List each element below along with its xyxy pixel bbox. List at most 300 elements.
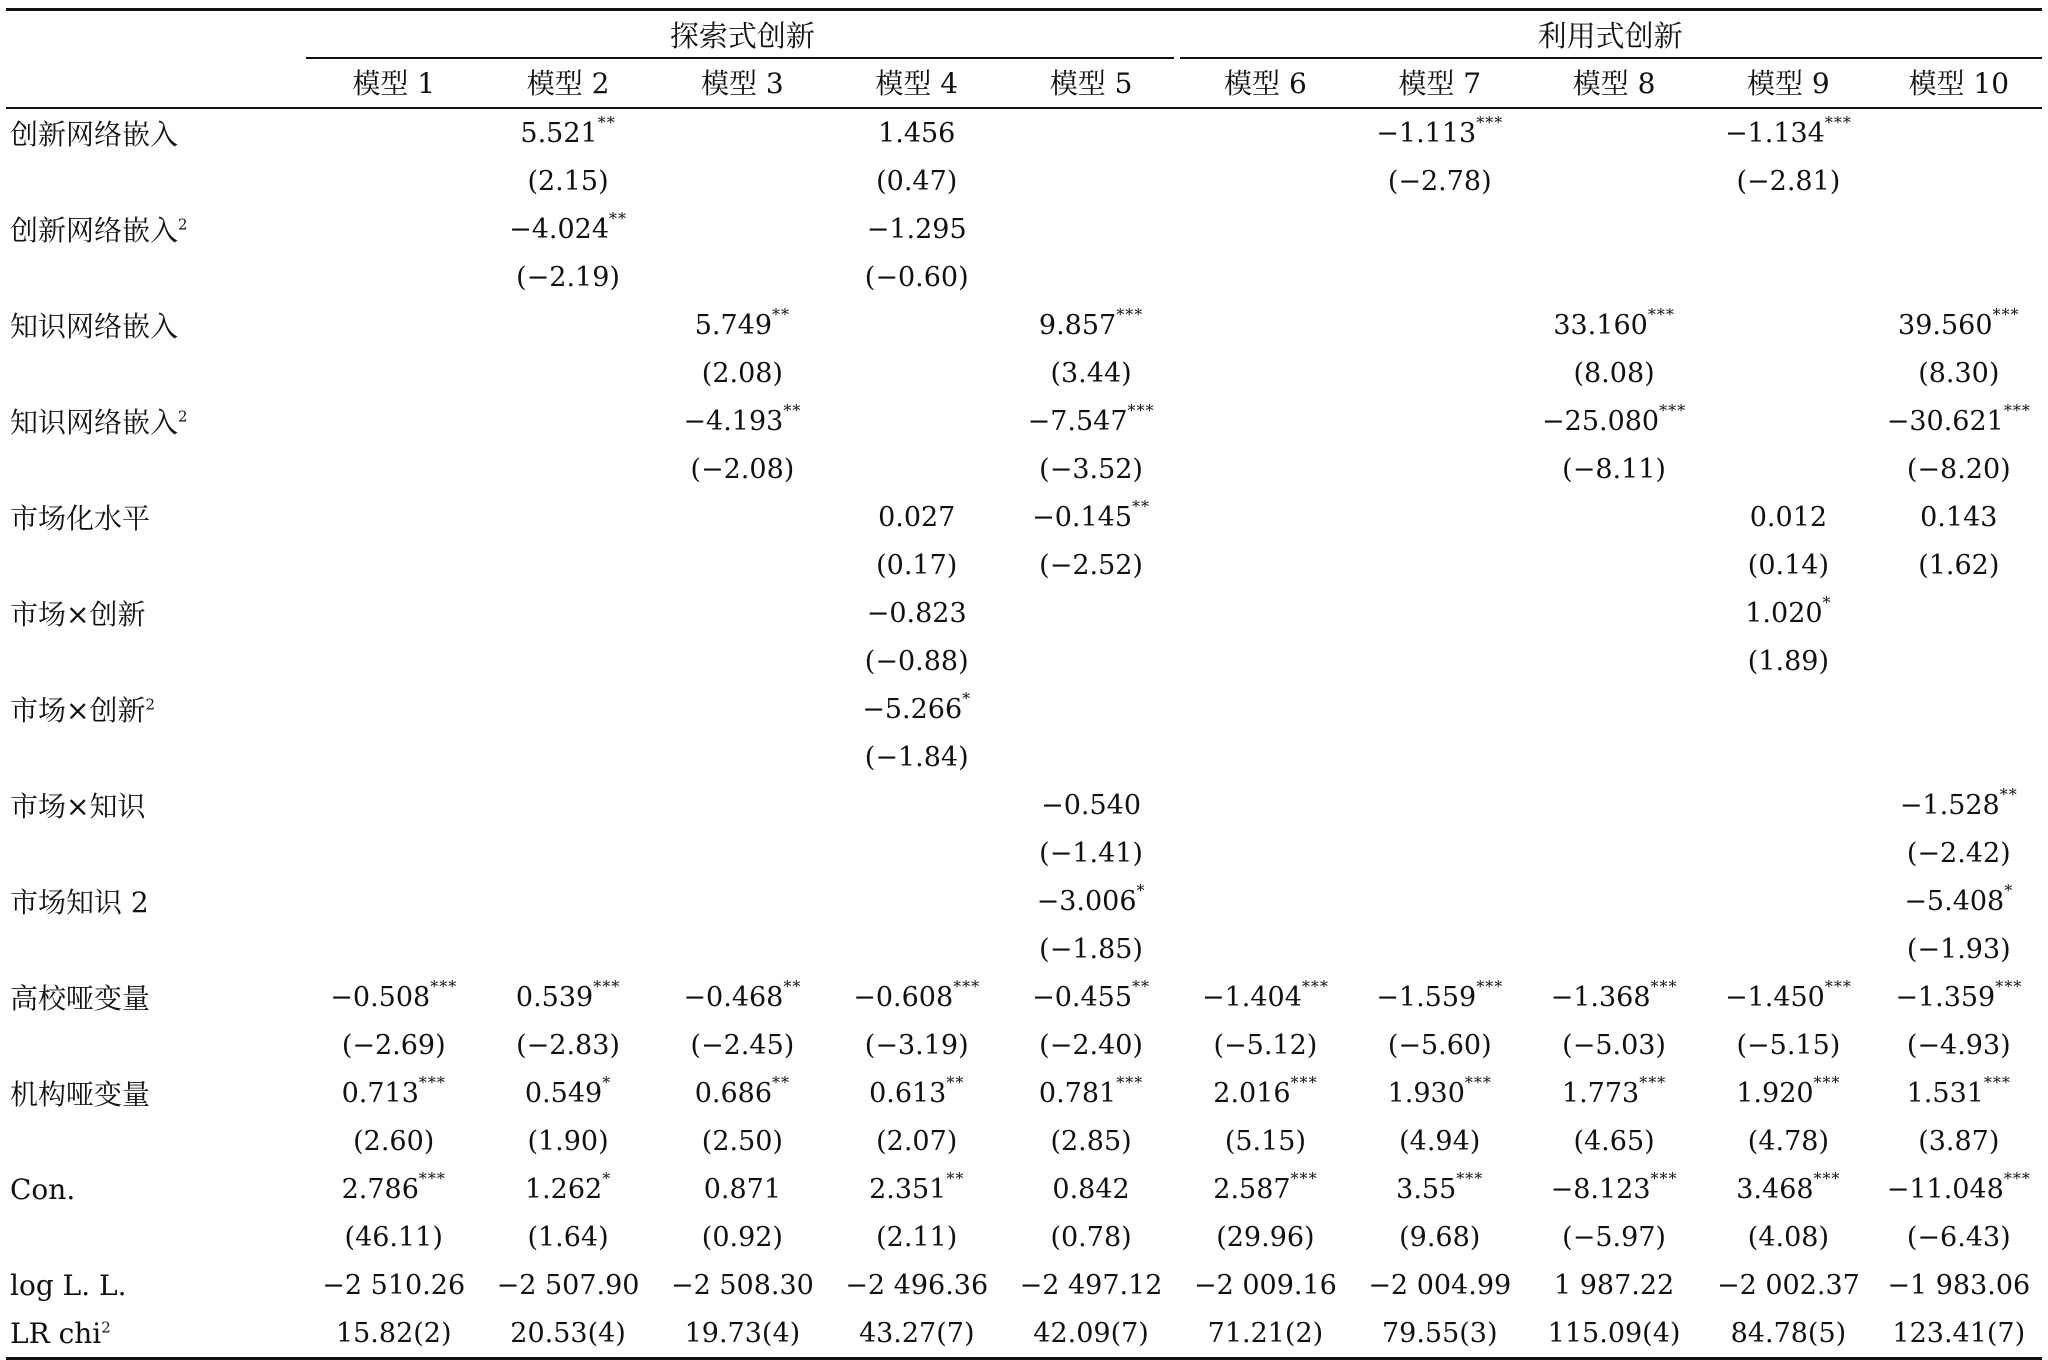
coef-cell: [830, 1165, 1004, 1213]
t-stat-value: (−2.40): [1039, 1029, 1143, 1061]
coef-cell: [830, 685, 1004, 733]
t-stat-value: (2.60): [353, 1125, 435, 1157]
t-stat-cell: [307, 1213, 481, 1261]
t-stat-cell: [1527, 157, 1701, 205]
coef-value: −1.113: [1376, 118, 1477, 149]
model-header-9: 模型 9: [1701, 57, 1875, 108]
coef-cell: [1004, 1165, 1178, 1213]
coef-cell: [1527, 589, 1701, 637]
coef-cell: [481, 301, 655, 349]
t-stat-value: (29.96): [1216, 1221, 1315, 1253]
t-stat-cell: [1353, 1117, 1527, 1165]
t-stat-cell: [830, 925, 1004, 973]
coef-cell: [1527, 205, 1701, 253]
significance-stars: ***: [953, 977, 981, 996]
t-stat-cell: [655, 445, 829, 493]
t-stat-value: (−0.88): [864, 645, 969, 677]
t-stat-cell: [830, 829, 1004, 877]
t-stat-value: (−5.12): [1213, 1029, 1318, 1061]
t-stat-cell: [1876, 253, 2042, 301]
t-stat-cell: [655, 637, 829, 685]
row-label: [6, 877, 307, 925]
loglik-cell: 1 987.22: [1553, 1269, 1675, 1301]
coef-cell: [1701, 301, 1875, 349]
coef-cell: [307, 589, 481, 637]
t-stat-value: (2.85): [1050, 1125, 1132, 1157]
t-stat-cell: [1527, 541, 1701, 589]
t-stat-cell: [1876, 1117, 2042, 1165]
coef-value: 2.587: [1213, 1174, 1291, 1205]
t-stat-row: [6, 157, 2042, 205]
t-stat-cell: [1876, 157, 2042, 205]
lrchi-cell: 71.21(2): [1178, 1309, 1352, 1359]
significance-stars: ***: [1476, 977, 1504, 996]
t-stat-cell: [307, 541, 481, 589]
t-stat-cell: [655, 1021, 829, 1069]
row-label: [6, 493, 307, 541]
t-stat-cell: [1178, 445, 1352, 493]
coef-value: 0.027: [878, 501, 956, 533]
t-stat-cell: [830, 157, 1004, 205]
loglik-cell: −2 507.90: [496, 1269, 640, 1301]
t-stat-cell: [1178, 253, 1352, 301]
t-stat-cell: [481, 541, 655, 589]
coef-cell: [307, 397, 481, 445]
coef-value: −8.123: [1550, 1174, 1651, 1205]
coef-cell: [1876, 205, 2042, 253]
coef-cell: [1178, 108, 1352, 157]
t-stat-cell: [655, 253, 829, 301]
t-stat-cell: [1353, 925, 1527, 973]
loglik-cell: −2 508.30: [670, 1269, 814, 1301]
coef-row: [6, 589, 2042, 637]
t-stat-cell: [1004, 637, 1178, 685]
coef-value: 3.468: [1736, 1174, 1814, 1205]
coef-cell: [1701, 685, 1875, 733]
coef-cell: [1178, 685, 1352, 733]
t-stat-value: (−2.19): [516, 261, 620, 293]
coef-cell: [1178, 301, 1352, 349]
significance-stars: **: [1132, 977, 1151, 996]
coef-cell: [307, 1165, 481, 1213]
row-label-text: 市场知识 2: [10, 886, 149, 919]
t-stat-value: (−5.15): [1736, 1029, 1841, 1061]
t-stat-cell: [481, 1213, 655, 1261]
coef-cell: [830, 493, 1004, 541]
t-stat-value: (2.08): [701, 357, 783, 389]
significance-stars: ***: [1116, 305, 1144, 324]
coef-cell: [1876, 397, 2042, 445]
model-header-2: 模型 2: [481, 57, 655, 108]
row-label-text: 市场×知识: [10, 790, 146, 823]
coef-cell: [1701, 877, 1875, 925]
t-stat-cell: [655, 925, 829, 973]
coef-row: [6, 301, 2042, 349]
t-stat-cell: [481, 445, 655, 493]
coef-cell: [481, 1069, 655, 1117]
t-stat-cell: [307, 349, 481, 397]
row-label-empty: [6, 349, 307, 397]
t-stat-row: [6, 733, 2042, 781]
t-stat-value: (−2.78): [1387, 165, 1492, 197]
t-stat-cell: [1701, 157, 1875, 205]
corner-cell-2: [6, 57, 307, 108]
lrchi-cell: 115.09(4): [1527, 1309, 1701, 1359]
t-stat-cell: [1527, 733, 1701, 781]
coef-cell: [1178, 877, 1352, 925]
t-stat-cell: [1004, 1213, 1178, 1261]
t-stat-cell: [1178, 541, 1352, 589]
t-stat-cell: [1353, 733, 1527, 781]
coef-cell: [1527, 1069, 1701, 1117]
coef-cell: [1876, 877, 2042, 925]
model-header-6: 模型 6: [1178, 57, 1352, 108]
coef-value: −5.266: [862, 694, 963, 725]
coef-value: 1.456: [878, 117, 956, 149]
significance-stars: ***: [1983, 1073, 2011, 1092]
row-label: [6, 1261, 307, 1309]
coef-cell: [1004, 589, 1178, 637]
t-stat-cell: [1527, 445, 1701, 493]
coef-value: 1.262: [524, 1174, 603, 1205]
t-stat-cell: [655, 829, 829, 877]
coef-cell: [481, 973, 655, 1021]
significance-stars: ***: [430, 977, 458, 996]
coef-cell: [655, 493, 829, 541]
significance-stars: **: [783, 401, 802, 420]
lrchi-cell: 15.82(2): [307, 1309, 481, 1359]
coef-cell: [1701, 108, 1875, 157]
loglik-cell: −2 004.99: [1368, 1269, 1512, 1301]
coef-value: 5.521: [520, 118, 598, 149]
t-stat-cell: [655, 1213, 829, 1261]
t-stat-value: (−5.97): [1562, 1221, 1666, 1253]
model-header-8: 模型 8: [1527, 57, 1701, 108]
coef-cell: [830, 301, 1004, 349]
coef-row: [6, 685, 2042, 733]
t-stat-row: [6, 1021, 2042, 1069]
coef-cell: [655, 108, 829, 157]
coef-row: [6, 397, 2042, 445]
coef-value: −0.468: [683, 982, 784, 1013]
coef-value: −3.006: [1036, 886, 1137, 917]
coef-cell: [655, 589, 829, 637]
coef-cell: [307, 108, 481, 157]
loglik-cell: −2 497.12: [1019, 1269, 1163, 1301]
t-stat-row: [6, 445, 2042, 493]
coef-cell: [1353, 1069, 1527, 1117]
t-stat-cell: [830, 445, 1004, 493]
row-label-empty: [6, 541, 307, 589]
t-stat-cell: [307, 637, 481, 685]
coef-cell: [655, 1069, 829, 1117]
coef-value: −1.528: [1899, 790, 2000, 821]
t-stat-value: (−4.93): [1906, 1029, 2011, 1061]
significance-stars: *: [962, 689, 972, 708]
coef-value: 0.012: [1749, 501, 1828, 533]
coef-row: [6, 108, 2042, 157]
coef-value: −25.080: [1542, 406, 1660, 437]
t-stat-value: (−1.85): [1039, 933, 1143, 965]
coef-cell: [481, 205, 655, 253]
loglik-cell: −2 510.26: [322, 1269, 466, 1301]
coef-value: −30.621: [1886, 406, 2004, 437]
t-stat-value: (1.90): [527, 1125, 609, 1157]
significance-stars: *: [602, 1169, 612, 1188]
row-label-empty: [6, 925, 307, 973]
t-stat-value: (4.94): [1399, 1125, 1481, 1157]
t-stat-value: (0.17): [876, 549, 958, 581]
t-stat-cell: [1701, 1021, 1875, 1069]
significance-stars: *: [2004, 881, 2014, 900]
row-label-empty: [6, 1213, 307, 1261]
coef-cell: [830, 108, 1004, 157]
t-stat-cell: [1004, 445, 1178, 493]
coef-cell: [1004, 205, 1178, 253]
significance-stars: ***: [1639, 1073, 1667, 1092]
t-stat-cell: [1527, 253, 1701, 301]
coef-cell: [481, 1165, 655, 1213]
significance-stars: **: [609, 209, 628, 228]
coef-cell: [307, 877, 481, 925]
coef-value: −1.450: [1724, 982, 1825, 1013]
significance-stars: ***: [1824, 977, 1852, 996]
t-stat-cell: [307, 829, 481, 877]
row-label: [6, 397, 307, 445]
coef-cell: [1004, 1069, 1178, 1117]
lrchi-cell: 123.41(7): [1876, 1309, 2042, 1359]
coef-value: −0.540: [1041, 789, 1142, 821]
t-stat-cell: [1004, 157, 1178, 205]
coef-cell: [307, 1069, 481, 1117]
row-label-text: 知识网络嵌入: [10, 406, 179, 439]
t-stat-value: (8.30): [1918, 357, 2000, 389]
t-stat-value: (−0.60): [864, 261, 969, 293]
significance-stars: ***: [1650, 977, 1678, 996]
row-label-text: 市场×创新: [10, 598, 146, 631]
t-stat-cell: [1004, 925, 1178, 973]
model-header-3: 模型 3: [655, 57, 829, 108]
t-stat-cell: [1527, 1021, 1701, 1069]
significance-stars: ***: [1290, 1073, 1318, 1092]
t-stat-cell: [655, 733, 829, 781]
t-stat-value: (8.08): [1573, 357, 1655, 389]
row-label: [6, 1309, 307, 1359]
row-label-text: log L. L.: [10, 1268, 127, 1302]
t-stat-cell: [1527, 637, 1701, 685]
t-stat-cell: [481, 253, 655, 301]
row-label-text: 创新网络嵌入: [10, 214, 179, 247]
loglik-row: [6, 1261, 2042, 1309]
coef-cell: [1527, 781, 1701, 829]
coef-cell: [481, 685, 655, 733]
coef-row: [6, 493, 2042, 541]
coef-cell: [1353, 973, 1527, 1021]
t-stat-cell: [1701, 541, 1875, 589]
coef-value: 2.351: [869, 1174, 947, 1205]
significance-stars: ***: [1476, 113, 1504, 132]
row-label-text: 机构哑变量: [10, 1078, 151, 1111]
coef-value: −7.547: [1027, 406, 1128, 437]
coef-row: [6, 1069, 2042, 1117]
t-stat-value: (−1.93): [1906, 933, 2011, 965]
t-stat-value: (4.78): [1747, 1125, 1829, 1157]
t-stat-cell: [1876, 1213, 2042, 1261]
coef-value: −5.408: [1904, 886, 2005, 917]
t-stat-cell: [1353, 829, 1527, 877]
coef-cell: [481, 781, 655, 829]
lrchi-cell: 42.09(7): [1004, 1309, 1178, 1359]
row-label-text: 市场×创新: [10, 694, 146, 727]
t-stat-value: (3.87): [1918, 1125, 2000, 1157]
coef-cell: [1876, 108, 2042, 157]
t-stat-value: (−3.19): [864, 1029, 969, 1061]
significance-stars: ***: [1824, 113, 1852, 132]
t-stat-cell: [830, 1213, 1004, 1261]
row-label: [6, 1165, 307, 1213]
coef-cell: [1004, 108, 1178, 157]
t-stat-cell: [307, 1021, 481, 1069]
t-stat-value: (−2.83): [516, 1029, 620, 1061]
coef-cell: [481, 397, 655, 445]
coef-cell: [1876, 301, 2042, 349]
t-stat-cell: [655, 349, 829, 397]
row-label: [6, 589, 307, 637]
significance-stars: **: [1999, 785, 2018, 804]
coef-value: 0.143: [1920, 501, 1998, 533]
t-stat-value: (9.68): [1399, 1221, 1481, 1253]
coef-cell: [1178, 589, 1352, 637]
t-stat-cell: [830, 253, 1004, 301]
t-stat-value: (4.65): [1573, 1125, 1655, 1157]
t-stat-cell: [481, 637, 655, 685]
coef-value: 0.539: [515, 982, 594, 1013]
coef-value: 0.613: [869, 1078, 947, 1109]
t-stat-cell: [481, 157, 655, 205]
coef-cell: [1876, 589, 2042, 637]
coef-cell: [1527, 493, 1701, 541]
coef-cell: [830, 1069, 1004, 1117]
coef-value: 5.749: [694, 310, 773, 341]
t-stat-value: (1.64): [527, 1221, 609, 1253]
row-label: [6, 205, 307, 253]
significance-stars: ***: [1127, 401, 1155, 420]
significance-stars: ***: [418, 1169, 446, 1188]
significance-stars: **: [1132, 497, 1151, 516]
row-label-text: 高校哑变量: [10, 982, 151, 1015]
significance-stars: ***: [1992, 305, 2020, 324]
coef-cell: [1353, 205, 1527, 253]
coef-cell: [1178, 781, 1352, 829]
t-stat-cell: [1004, 733, 1178, 781]
model-header-5: 模型 5: [1004, 57, 1178, 108]
t-stat-row: [6, 925, 2042, 973]
coef-cell: [655, 205, 829, 253]
coef-value: 0.781: [1038, 1078, 1117, 1109]
t-stat-cell: [1701, 349, 1875, 397]
coef-value: −4.024: [509, 214, 610, 245]
t-stat-value: (2.50): [701, 1125, 783, 1157]
significance-stars: ***: [1464, 1073, 1492, 1092]
t-stat-value: (0.14): [1747, 549, 1829, 581]
significance-stars: ***: [1647, 305, 1675, 324]
coef-value: −1.368: [1550, 982, 1651, 1013]
coef-cell: [1527, 108, 1701, 157]
t-stat-cell: [1004, 541, 1178, 589]
significance-stars: ***: [1301, 977, 1329, 996]
regression-table: [6, 8, 2042, 1360]
t-stat-value: (−5.60): [1387, 1029, 1492, 1061]
t-stat-cell: [1701, 637, 1875, 685]
t-stat-cell: [481, 1117, 655, 1165]
t-stat-cell: [1178, 1117, 1352, 1165]
t-stat-cell: [1701, 1117, 1875, 1165]
group-header-exploitative: 利用式创新: [1178, 10, 2042, 58]
coef-value: 0.871: [703, 1173, 782, 1205]
coef-cell: [1004, 877, 1178, 925]
coef-cell: [830, 205, 1004, 253]
coef-cell: [655, 397, 829, 445]
coef-value: −0.823: [866, 597, 967, 629]
coef-cell: [1876, 493, 2042, 541]
t-stat-value: (−2.69): [341, 1029, 446, 1061]
t-stat-row: [6, 253, 2042, 301]
coef-value: 2.786: [341, 1174, 419, 1205]
coef-value: −1.295: [866, 213, 967, 245]
t-stat-cell: [1876, 349, 2042, 397]
coef-cell: [655, 973, 829, 1021]
row-label-superscript: 2: [101, 1318, 111, 1337]
t-stat-cell: [1353, 541, 1527, 589]
t-stat-cell: [1178, 157, 1352, 205]
coef-row: [6, 1165, 2042, 1213]
significance-stars: ***: [1650, 1169, 1678, 1188]
row-label-empty: [6, 733, 307, 781]
coef-value: 0.549: [524, 1078, 603, 1109]
t-stat-value: (4.08): [1747, 1221, 1829, 1253]
lrchi-cell: 84.78(5): [1701, 1309, 1875, 1359]
coef-cell: [1527, 301, 1701, 349]
coef-value: −0.145: [1032, 502, 1133, 533]
model-header-1: 模型 1: [307, 57, 481, 108]
t-stat-cell: [1178, 925, 1352, 973]
t-stat-cell: [1876, 637, 2042, 685]
t-stat-cell: [307, 733, 481, 781]
t-stat-row: [6, 637, 2042, 685]
t-stat-cell: [655, 541, 829, 589]
coef-cell: [655, 1165, 829, 1213]
t-stat-value: (1.62): [1918, 549, 2000, 581]
coef-cell: [1701, 973, 1875, 1021]
t-stat-cell: [481, 349, 655, 397]
coef-value: 9.857: [1038, 310, 1117, 341]
coef-cell: [481, 493, 655, 541]
coef-row: [6, 781, 2042, 829]
row-label-superscript: 2: [178, 407, 188, 426]
row-label-text: 知识网络嵌入: [10, 310, 179, 343]
t-stat-cell: [1701, 925, 1875, 973]
t-stat-cell: [1178, 349, 1352, 397]
t-stat-row: [6, 541, 2042, 589]
coef-cell: [1178, 1165, 1352, 1213]
t-stat-cell: [307, 1117, 481, 1165]
coef-cell: [481, 877, 655, 925]
coef-cell: [830, 397, 1004, 445]
coef-cell: [1527, 877, 1701, 925]
coef-cell: [1701, 397, 1875, 445]
significance-stars: *: [1822, 593, 1832, 612]
significance-stars: ***: [593, 977, 621, 996]
